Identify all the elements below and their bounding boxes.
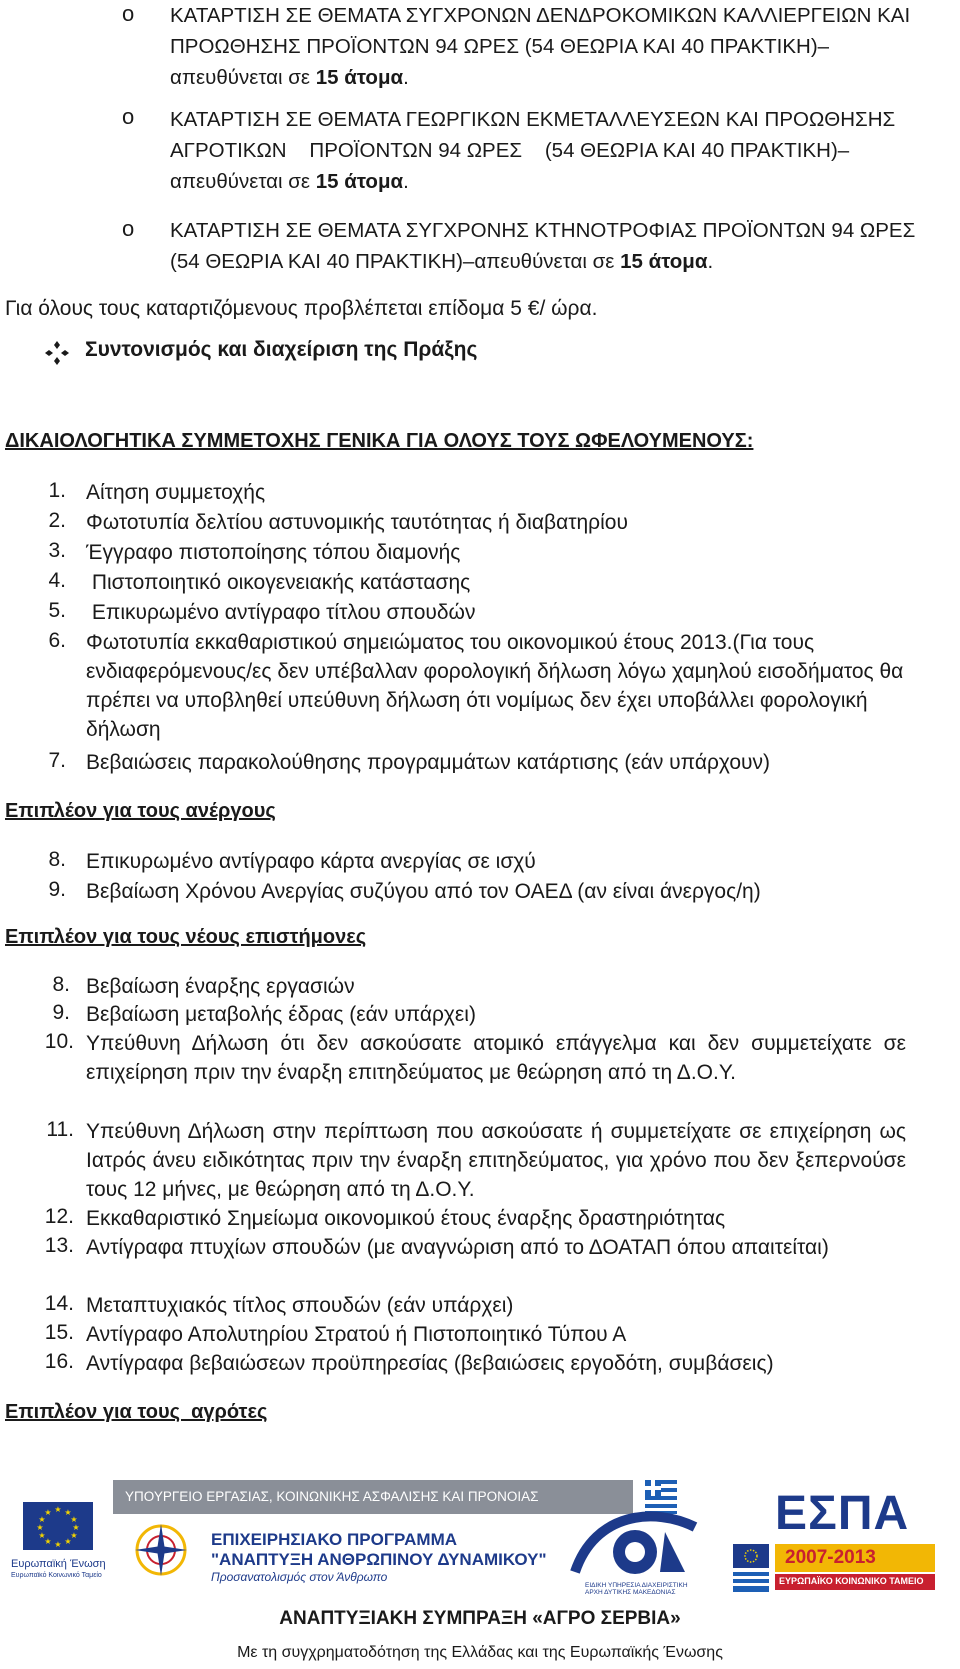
list-item: Φωτοτυπία εκκαθαριστικού σημειώματος του οικονομικού έτους 2013.(Για τους ενδιαφερόμενους/ες δεν υπέβαλλαν φορολογική δήλωση λόγω χαμηλού εισοδήματος θα πρέπει να υποβληθεί υπεύθυνη δήλωση ότι νομίμως δεν έχει υποβάλλει φορολογική δήλωση bbox=[86, 631, 904, 741]
ministry-bar bbox=[113, 1480, 633, 1514]
list-number: 8. bbox=[52, 973, 70, 996]
list-number: 3. bbox=[48, 539, 66, 562]
list-item: Βεβαιώσεις παρακολούθησης προγραμμάτων κατάρτισης (εάν υπάρχουν) bbox=[86, 751, 771, 774]
eu-flag-icon bbox=[23, 1502, 93, 1564]
svg-text:★: ★ bbox=[54, 1505, 62, 1514]
svg-text:★: ★ bbox=[64, 1537, 72, 1546]
training-line: ΚΑΤΑΡΤΙΣΗ ΣΕ ΘΕΜΑΤΑ ΓΕΩΡΓΙΚΩΝ ΕΚΜΕΤΑΛΛΕΥΣΕΩΝ ΚΑΙ ΠΡΟΩΘΗΣΗΣ bbox=[170, 108, 896, 131]
list-item: Πιστοποιητικό οικογενειακής κατάστασης bbox=[86, 571, 471, 594]
list-number: 4. bbox=[48, 569, 66, 592]
diamond-bullet-icon bbox=[44, 340, 70, 366]
program-title: ΕΠΙΧΕΙΡΗΣΙΑΚΟ ΠΡΟΓΡΑΜΜΑ bbox=[211, 1530, 458, 1549]
ministry-name: ΥΠΟΥΡΓΕΙΟ ΕΡΓΑΣΙΑΣ, ΚΟΙΝΩΝΙΚΗΣ ΑΣΦΑΛΙΣΗΣ ΚΑΙ ΠΡΟΝΟΙΑΣ bbox=[125, 1489, 539, 1504]
list-number: 14. bbox=[44, 1292, 74, 1315]
program-compass-icon bbox=[123, 1520, 199, 1580]
list-item: Βεβαίωση Χρόνου Ανεργίας συζύγου από τον ΟΑΕΔ (αν είναι άνεργος/η) bbox=[86, 880, 761, 903]
greek-small-flag-icon bbox=[733, 1572, 769, 1592]
list-item: Αντίγραφα βεβαιώσεων προϋπηρεσίας (βεβαιώσεις εργοδότη, συμβάσεις) bbox=[86, 1352, 774, 1375]
program-subtitle: "ΑΝΑΠΤΥΞΗ ΑΝΘΡΩΠΙΝΟΥ ΔΥΝΑΜΙΚΟΥ" bbox=[211, 1550, 547, 1569]
training-line: ΚΑΤΑΡΤΙΣΗ ΣΕ ΘΕΜΑΤΑ ΣΥΓΧΡΟΝΩΝ ΔΕΝΔΡΟΚΟΜΙΚΩΝ ΚΑΛΛΙΕΡΓΕΙΩΝ ΚΑΙ bbox=[170, 4, 911, 27]
list-number: 1. bbox=[48, 479, 66, 502]
funding-banner bbox=[5, 1472, 955, 1607]
svg-text:★: ★ bbox=[64, 1508, 72, 1517]
program-slogan: Προσανατολισμός στον Άνθρωπο bbox=[211, 1570, 388, 1584]
list-item: Υπεύθυνη Δήλωση στην περίπτωση που ασκούσατε ή συμμετείχατε σε επιχείρηση ως Ιατρός άνευ ειδικότητας πριν την έναρξη επιτηδεύματος, για χρόνο που δεν ξεπερνούσε τους 12 μήνες, με θεώρηση από τη Δ.Ο.Υ. bbox=[86, 1120, 906, 1201]
cofinancing-note: Με τη συγχρηματοδότηση της Ελλάδας και της Ευρωπαϊκής Ένωσης bbox=[237, 1644, 723, 1661]
eu-label: Ευρωπαϊκή Ένωση bbox=[11, 1558, 106, 1570]
list-number: 9. bbox=[48, 878, 66, 901]
svg-text:★: ★ bbox=[70, 1531, 78, 1540]
list-item: Αντίγραφα πτυχίων σπουδών (με αναγνώριση από το ΔΟΑΤΑΠ όπου απαιτείται) bbox=[86, 1236, 829, 1259]
svg-text:★: ★ bbox=[54, 1540, 62, 1549]
svg-text:★: ★ bbox=[38, 1515, 46, 1524]
list-number: 11. bbox=[46, 1118, 74, 1141]
authority-label: ΕΙΔΙΚΗ ΥΠΗΡΕΣΙΑ ΔΙΑΧΕΙΡΙΣΤΙΚΗ ΑΡΧΗ ΔΥΤΙΚΗΣ ΜΑΚΕΔΟΝΙΑΣ bbox=[585, 1582, 688, 1596]
list-number: 5. bbox=[48, 599, 66, 622]
list-number: 15. bbox=[44, 1321, 74, 1344]
list-item: Επικυρωμένο αντίγραφο κάρτα ανεργίας σε ισχύ bbox=[86, 850, 536, 873]
young-scientists-heading: Επιπλέον για τους νέους επιστήμονες bbox=[5, 926, 367, 948]
list-number: 12. bbox=[44, 1205, 74, 1228]
list-number: 7. bbox=[48, 749, 66, 772]
list-number: 9. bbox=[52, 1001, 70, 1024]
eu-sub-label: Ευρωπαϊκό Κοινωνικό Ταμείο bbox=[11, 1572, 102, 1579]
espa-fund-bar bbox=[775, 1574, 935, 1590]
espa-years-bar bbox=[775, 1544, 935, 1572]
partnership-title: ΑΝΑΠΤΥΞΙΑΚΗ ΣΥΜΠΡΑΞΗ «ΑΓΡΟ ΣΕΡΒΙΑ» bbox=[279, 1608, 681, 1629]
training-item bbox=[170, 104, 960, 197]
svg-text:★: ★ bbox=[36, 1523, 44, 1532]
allowance-text: Για όλους τους καταρτιζόμενους προβλέπεται επίδομα 5 €/ ώρα. bbox=[5, 297, 598, 320]
svg-text:★: ★ bbox=[70, 1515, 78, 1524]
documents-heading: ΔΙΚΑΙΟΛΟΓΗΤΙΚΑ ΣΥΜΜΕΤΟΧΗΣ ΓΕΝΙΚΑ ΓΙΑ ΟΛΟΥΣ ΤΟΥΣ ΩΦΕΛΟΥΜΕΝΟΥΣ: bbox=[5, 430, 754, 452]
list-item: Αίτηση συμμετοχής bbox=[86, 481, 266, 504]
training-item bbox=[170, 0, 960, 93]
svg-text:★: ★ bbox=[44, 1537, 52, 1546]
svg-text:★: ★ bbox=[44, 1508, 52, 1517]
list-number: 10. bbox=[44, 1030, 74, 1053]
training-line: ΠΡΟΩΘΗΣΗΣ ΠΡΟΪΟΝΤΩΝ 94 ΩΡΕΣ (54 ΘΕΩΡΙΑ ΚΑΙ 40 ΠΡΑΚΤΙΚΗ)– bbox=[170, 35, 830, 58]
coordination-heading: Συντονισμός και διαχείριση της Πράξης bbox=[85, 338, 478, 361]
list-item: Υπεύθυνη Δήλωση ότι δεν ασκούσατε ατομικό επάγγελμα και δεν συμμετείχατε σε επιχείρηση πριν την έναρξη επιτηδεύματος με θεώρηση από τη Δ.Ο.Υ. bbox=[86, 1032, 906, 1084]
list-item: Φωτοτυπία δελτίου αστυνομικής ταυτότητας ή διαβατηρίου bbox=[86, 511, 628, 534]
managing-authority-logo bbox=[565, 1502, 725, 1584]
eu-small-flag-icon bbox=[733, 1544, 769, 1568]
training-tail: (54 ΘΕΩΡΙΑ ΚΑΙ 40 ΠΡΑΚΤΙΚΗ)–απευθύνεται σε 15 άτομα. bbox=[170, 250, 714, 273]
list-number: 16. bbox=[44, 1350, 74, 1373]
training-item bbox=[170, 215, 960, 277]
list-number: 2. bbox=[48, 509, 66, 532]
list-item: Έγγραφο πιστοποίησης τόπου διαμονής bbox=[86, 541, 461, 564]
bullet-marker: o bbox=[122, 1, 135, 26]
list-item: Μεταπτυχιακός τίτλος σπουδών (εάν υπάρχει) bbox=[86, 1294, 514, 1317]
list-number: 6. bbox=[48, 629, 66, 652]
list-item: Εκκαθαριστικό Σημείωμα οικονομικού έτους έναρξης δραστηριότητας bbox=[86, 1207, 726, 1230]
bullet-marker: o bbox=[122, 216, 135, 241]
espa-fund: ΕΥΡΩΠΑΪΚΟ ΚΟΙΝΩΝΙΚΟ ΤΑΜΕΙΟ bbox=[779, 1576, 924, 1586]
farmers-heading: Επιπλέον για τους αγρότες bbox=[5, 1401, 268, 1423]
training-tail: απευθύνεται σε 15 άτομα. bbox=[170, 170, 409, 193]
bullet-marker: o bbox=[122, 104, 135, 129]
espa-years: 2007-2013 bbox=[785, 1547, 876, 1568]
list-number: 8. bbox=[48, 848, 66, 871]
svg-text:★: ★ bbox=[72, 1523, 80, 1532]
list-item: Βεβαίωση μεταβολής έδρας (εάν υπάρχει) bbox=[86, 1003, 476, 1026]
list-number: 13. bbox=[44, 1234, 74, 1257]
espa-logo-title: ΕΣΠΑ bbox=[775, 1487, 910, 1540]
unemployed-heading: Επιπλέον για τους ανέργους bbox=[5, 800, 276, 822]
training-line: ΚΑΤΑΡΤΙΣΗ ΣΕ ΘΕΜΑΤΑ ΣΥΓΧΡΟΝΗΣ ΚΤΗΝΟΤΡΟΦΙΑΣ ΠΡΟΪΟΝΤΩΝ 94 ΩΡΕΣ bbox=[170, 219, 916, 242]
svg-text:★: ★ bbox=[38, 1531, 46, 1540]
list-item: Βεβαίωση έναρξης εργασιών bbox=[86, 975, 355, 998]
list-item: Αντίγραφο Απολυτηρίου Στρατού ή Πιστοποιητικό Τύπου Α bbox=[86, 1323, 627, 1346]
training-tail: απευθύνεται σε 15 άτομα. bbox=[170, 66, 409, 89]
list-item: Επικυρωμένο αντίγραφο τίτλου σπουδών bbox=[86, 601, 476, 624]
training-line: ΑΓΡΟΤΙΚΩΝ ΠΡΟΪΟΝΤΩΝ 94 ΩΡΕΣ (54 ΘΕΩΡΙΑ ΚΑΙ 40 ΠΡΑΚΤΙΚΗ)– bbox=[170, 139, 850, 162]
